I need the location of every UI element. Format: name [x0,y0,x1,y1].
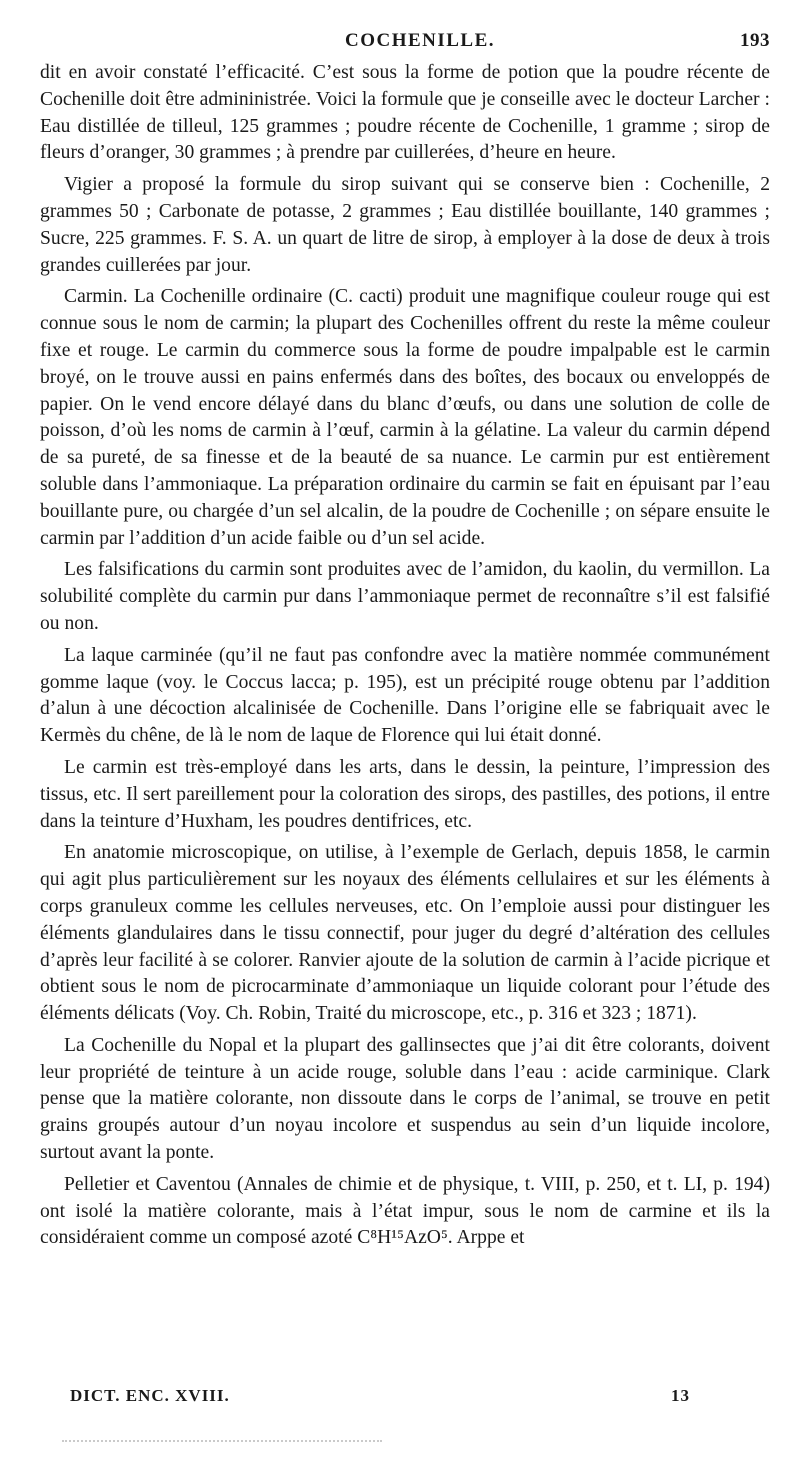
page-footer [70,1386,690,1406]
page-body [40,60,770,1252]
book-page [40,30,770,1252]
paragraph: Pelletier et Caventou (Annales de chimie et de physique, t. VIII, p. 250, et t. LI, p. 194) ont isolé la matière colorante, mais à l’état impur, sous le nom de carmine et ils la considéraient comme un composé azoté C⁸H¹⁵AzO⁵. Arppe et [40,1173,770,1249]
paragraph: Le carmin est très-employé dans les arts, dans le dessin, la peinture, l’impression des tissus, etc. Il sert pareillement pour la coloration des sirops, des pastilles, des potions, il entre dans la teinture d’Huxham, les poudres dentifrices, etc. [40,756,770,832]
signature-mark: DICT. ENC. XVIII. [70,1386,230,1405]
paragraph: Les falsifications du carmin sont produites avec de l’amidon, du kaolin, du vermillon. La solubilité complète du carmin pur dans l’ammoniaque permet de reconnaître s’il est falsifié ou non. [40,559,770,634]
paragraph: Vigier a proposé la formule du sirop suivant qui se conserve bien : Cochenille, 2 grammes 50 ; Carbonate de potasse, 2 grammes ; Eau distillée bouillante, 140 grammes ; Sucre, 225 grammes. F. S. A. un quart de litre de sirop, à employer à la dose de deux à trois grandes cuillerées par jour. [40,174,770,276]
paragraph: La laque carminée (qu’il ne faut pas confondre avec la matière nommée communément gomme laque (voy. le Coccus lacca; p. 195), est un précipité rouge obtenu par l’addition d’alun à une décoction alcalinisée de Cochenille. Dans l’origine elle se fabriquait avec le Kermès du chêne, de là le nom de laque de Florence qui lui était donné. [40,644,770,747]
paragraph: dit en avoir constaté l’efficacité. C’est sous la forme de potion que la poudre récente de Cochenille doit être admininistrée. Voici la formule que je conseille avec le docteur Larcher : Eau distillée de tilleul, 125 grammes ; poudre récente de Cochenille, 1 gramme ; sirop de fleurs d’oranger, 30 grammes ; à prendre par cuillerées, d’heure en heure. [40,62,770,164]
paragraph: La Cochenille du Nopal et la plupart des gallinsectes que j’ai dit être colorants, doivent leur propriété de teinture à un acide rouge, soluble dans l’eau : acide carminique. Clark pense que la matière colorante, non dissoute dans le corps de l’animal, se trouve en petit grains groupés autour d’un noyau incolore et suspendus au sein d’un liquide incolore, surtout avant la ponte. [40,1034,770,1164]
sheet-number: 13 [671,1386,690,1405]
running-header [40,30,770,56]
running-title: COCHENILLE. [344,30,496,51]
scan-artifact [62,1440,382,1448]
page-number: 193 [740,30,770,51]
paragraph: En anatomie microscopique, on utilise, à l’exemple de Gerlach, depuis 1858, le carmin qui agit plus particulièrement sur les noyaux des éléments cellulaires et sur les éléments à corps granuleux comme les cellules nerveuses, etc. On l’emploie aussi pour distinguer les éléments glandulaires dans le tissu connectif, pour juger du degré d’altération des cellules d’après leur facilité à se colorer. Ranvier ajoute de la solution de carmin à l’acide picrique et obtient sous le nom de picrocarminate d’ammoniaque un liquide colorant pour l’étude des éléments délicats (Voy. Ch. Robin, Traité du microscope, etc., p. 316 et 323 ; 1871). [40,842,770,1025]
paragraph: Carmin. La Cochenille ordinaire (C. cacti) produit une magnifique couleur rouge qui est connue sous le nom de carmin; la plupart des Cochenilles offrent du reste la même couleur fixe et rouge. Le carmin du commerce sous la forme de poudre impalpable est le carmin broyé, on le trouve aussi en pains enfermés dans des boîtes, des bocaux ou enveloppés de papier. On le vend encore délayé dans du blanc d’œufs, ou dans une solution de colle de poisson, d’où les noms de carmin à l’œuf, carmin à la gélatine. La valeur du carmin dépend de sa pureté, de sa finesse et de la beauté de sa nuance. Le carmin pur est entièrement soluble dans l’ammoniaque. La préparation ordinaire du carmin se fait en épuisant par l’eau bouillante pure, ou chargée d’un sel alcalin, de la poudre de Cochenille ; on sépare ensuite le carmin par l’addition d’un acide faible ou d’un sel acide. [40,286,770,549]
